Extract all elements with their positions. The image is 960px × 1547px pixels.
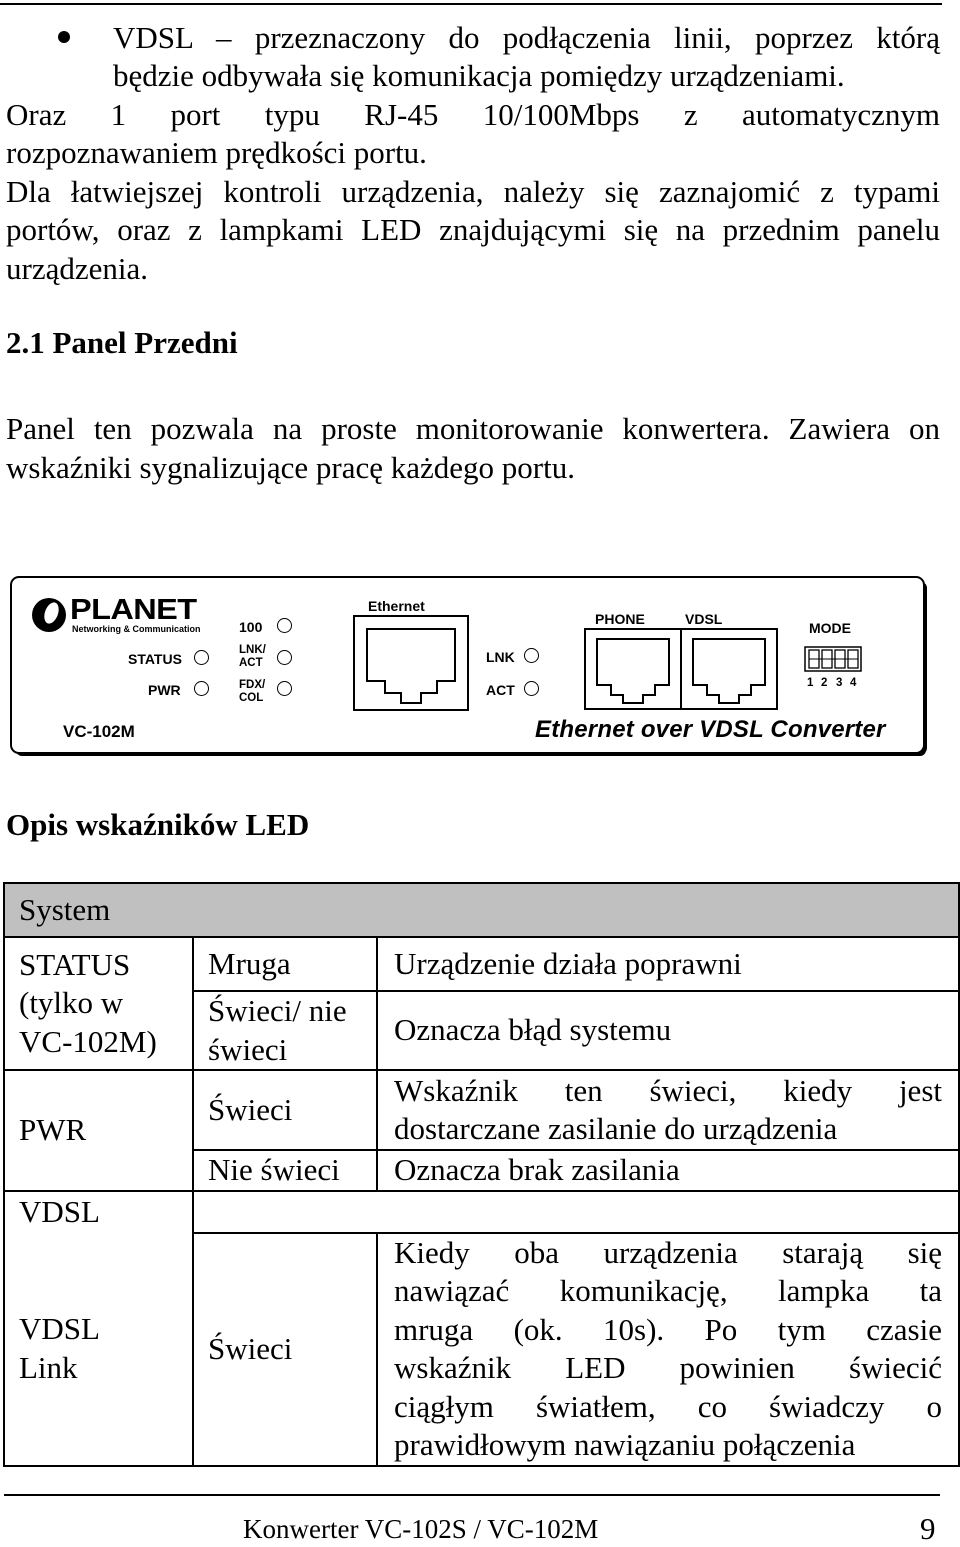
led-fdx-col-icon <box>277 681 292 696</box>
led-description-line: mruga (ok. 10s). Po tym czasie <box>394 1311 942 1347</box>
planet-logo-subtitle: Networking & Communication <box>72 624 201 634</box>
led-description <box>377 1070 959 1150</box>
paragraph-2-line-1: Dla łatwiejszej kontroli urządzenia, należy się zaznajomić z typami <box>6 174 940 209</box>
paragraph-2-line-3: urządzenia. <box>6 251 148 286</box>
led-state: Mruga <box>193 937 377 991</box>
mode-label: MODE <box>809 620 851 636</box>
table-row <box>4 937 959 991</box>
led-state-line: Świeci/ nie <box>208 993 347 1028</box>
top-rule <box>0 3 942 5</box>
mode-switch-3: 3 <box>836 677 843 689</box>
led-state: Świeci <box>193 1070 377 1150</box>
led-name-status <box>4 937 193 1070</box>
led-description-heading: Opis wskaźników LED <box>6 807 310 842</box>
act-label: ACT <box>486 682 515 698</box>
led-description-line: nawiązać komunikację, lampka ta <box>394 1273 942 1308</box>
lnk-led-icon <box>524 648 539 663</box>
lnk-label: LNK <box>486 649 515 665</box>
bullet-line-2: będzie odbywała się komunikacja pomiędzy urządzeniami. <box>113 58 845 93</box>
table-row <box>4 1233 959 1466</box>
section-heading: 2.1 Panel Przedni <box>6 325 238 360</box>
table-row <box>4 1070 959 1150</box>
footer-title: Konwerter VC-102S / VC-102M <box>243 1514 599 1544</box>
led-name-status-line: VC-102M) <box>19 1023 157 1059</box>
section-system: System <box>4 883 959 937</box>
led-state: Nie świeci <box>193 1150 377 1191</box>
mode-switch-1: 1 <box>807 677 814 689</box>
led-description-line: Wskaźnik ten świeci, kiedy jest <box>394 1072 942 1108</box>
paragraph-3-line-2: wskaźniki sygnalizujące pracę każdego portu. <box>6 450 575 485</box>
pwr-led-icon <box>194 681 209 696</box>
paragraph-2-line-2: portów, oraz z lampkami LED znajdującymi się na przednim panelu <box>6 212 940 247</box>
paragraph-1-line-2: rozpoznawaniem prędkości portu. <box>6 135 427 170</box>
led-lnk-act-icon <box>277 650 292 665</box>
page-number: 9 <box>920 1511 936 1546</box>
ethernet-label: Ethernet <box>368 598 425 614</box>
led-description-line: prawidłowym nawiązaniu połączenia <box>394 1427 856 1462</box>
paragraph-3-line-1: Panel ten pozwala na proste monitorowanie konwertera. Zawiera on <box>6 411 940 446</box>
led-description: Oznacza brak zasilania <box>377 1150 959 1191</box>
led-fdx-col-label-2: COL <box>239 692 264 704</box>
section-vdsl: VDSL <box>4 1191 193 1233</box>
mode-switch-4: 4 <box>850 677 857 689</box>
bullet-dot <box>58 31 70 43</box>
act-led-icon <box>524 681 539 696</box>
led-100-label: 100 <box>239 619 263 635</box>
led-state-line: świeci <box>208 1031 288 1067</box>
mode-dip-switch-icon <box>804 646 862 672</box>
vdsl-label: VDSL <box>685 611 723 627</box>
led-state <box>193 991 377 1070</box>
phone-vdsl-ports-icon <box>583 627 779 711</box>
footer-rule <box>4 1494 940 1496</box>
led-name-vdsl-link-line: VDSL <box>19 1311 100 1346</box>
table-row <box>4 1191 959 1233</box>
pwr-label: PWR <box>148 682 181 698</box>
led-description-line: ciągłym światłem, co świadczy o <box>394 1388 942 1424</box>
paragraph-1-line-1: Oraz 1 port typu RJ-45 10/100Mbps z automatycznym <box>6 97 940 132</box>
converter-caption: Ethernet over VDSL Converter <box>535 716 886 743</box>
status-label: STATUS <box>128 651 182 667</box>
mode-switch-2: 2 <box>821 677 828 689</box>
led-description <box>377 1233 959 1466</box>
planet-logo-text: PLANET <box>70 594 197 626</box>
led-description-line: dostarczane zasilanie do urządzenia <box>394 1111 838 1146</box>
led-name-status-line: (tylko w <box>19 985 124 1021</box>
led-description: Urządzenie działa poprawni <box>377 937 959 991</box>
led-description-line: wskaźnik LED powinien świecić <box>394 1350 942 1385</box>
led-name-pwr: PWR <box>4 1070 193 1191</box>
ethernet-port-icon <box>351 613 471 713</box>
led-name-status-line: STATUS <box>19 946 131 982</box>
section-vdsl-empty <box>193 1191 959 1233</box>
led-state: Świeci <box>193 1233 377 1466</box>
bullet-line-1: VDSL – przeznaczony do podłączenia linii, poprzez którą <box>113 20 940 55</box>
table-section-row <box>4 883 959 937</box>
led-description: Oznacza błąd systemu <box>377 991 959 1070</box>
led-name-vdsl-link <box>4 1233 193 1466</box>
led-lnk-act-label-1: LNK/ <box>239 644 266 656</box>
led-fdx-col-label-1: FDX/ <box>239 679 266 691</box>
led-table <box>3 882 960 1467</box>
led-lnk-act-label-2: ACT <box>239 657 263 669</box>
device-front-panel <box>10 576 925 754</box>
led-100-icon <box>277 618 292 633</box>
status-led-icon <box>194 650 209 665</box>
planet-logo-icon <box>32 598 66 632</box>
phone-label: PHONE <box>595 611 645 627</box>
led-description-line: Kiedy oba urządzenia starają się <box>394 1234 942 1270</box>
model-label: VC-102M <box>63 722 135 741</box>
led-name-vdsl-link-line: Link <box>19 1349 78 1385</box>
